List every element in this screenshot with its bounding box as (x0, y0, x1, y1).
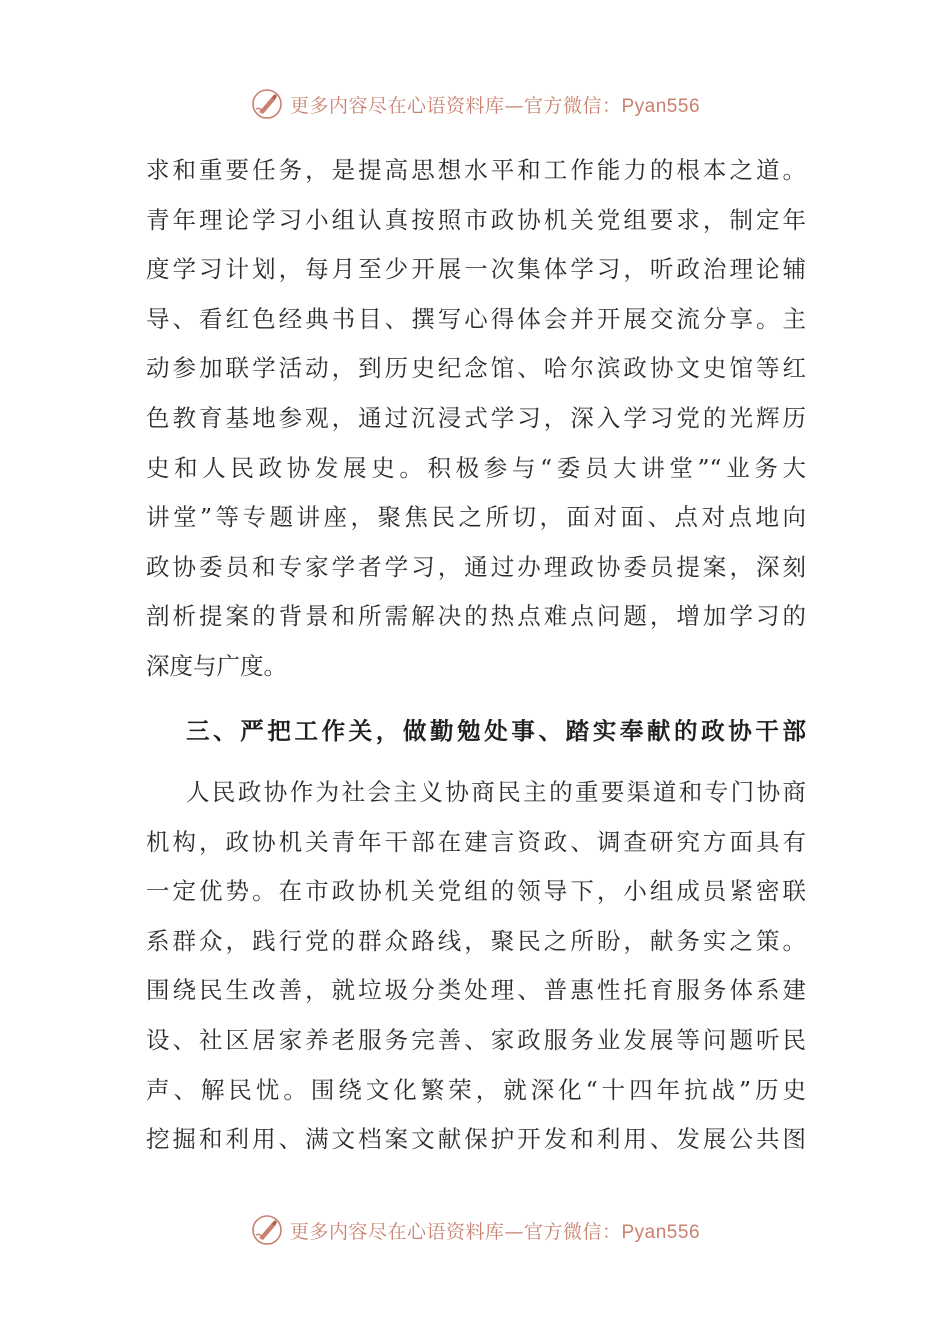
text-line: 导、看红色经典书目、撰写心得体会并开展交流分享。主 (146, 304, 806, 333)
text-line: 度学习计划，每月至少开展一次集体学习，听政治理论辅 (146, 255, 806, 284)
text-line: 讲堂”等专题讲座，聚焦民之所切，面对面、点对点地向 (146, 503, 806, 532)
text-line: 挖掘和利用、满文档案文献保护开发和利用、发展公共图 (146, 1125, 806, 1154)
pen-nib-logo-icon (250, 87, 284, 121)
text-line: 求和重要任务，是提高思想水平和工作能力的根本之道。 (146, 156, 806, 184)
text-line: 一定优势。在市政协机关党组的领导下，小组成员紧密联 (146, 877, 806, 906)
watermark-text: 更多内容尽在心语资料库—官方微信：Pyan556 (289, 1220, 701, 1243)
text-line: 青年理论学习小组认真按照市政协机关党组要求，制定年 (146, 205, 806, 234)
section-heading: 三、严把工作关，做勤勉处事、踏实奉献的政协干部 (186, 717, 806, 745)
text-line: 人民政协作为社会主义协商民主的重要渠道和专门协商 (186, 778, 806, 806)
paragraph-continuation (146, 146, 806, 692)
text-line: 深度与广度。 (146, 651, 287, 680)
text-line: 政协委员和专家学者学习，通过办理政协委员提案，深刻 (146, 552, 806, 581)
text-line: 色教育基地参观，通过沉浸式学习，深入学习党的光辉历 (146, 403, 806, 432)
text-line: 系群众，践行党的群众路线，聚民之所盼，献务实之策。 (146, 926, 806, 955)
text-line: 机构，政协机关青年干部在建言资政、调查研究方面具有 (146, 827, 806, 856)
paragraph-section-three (146, 768, 806, 1165)
watermark-text: 更多内容尽在心语资料库—官方微信：Pyan556 (289, 94, 701, 117)
watermark-footer (0, 1208, 950, 1252)
text-line: 史和人民政协发展史。积极参与“委员大讲堂”“业务大 (146, 453, 806, 482)
watermark-header (0, 82, 950, 126)
text-line: 剖析提案的背景和所需解决的热点难点问题，增加学习的 (146, 602, 806, 631)
pen-nib-logo-icon (250, 1213, 284, 1247)
text-line: 声、解民忧。围绕文化繁荣，就深化“十四年抗战”历史 (146, 1075, 806, 1104)
text-line: 围绕民生改善，就垃圾分类处理、普惠性托育服务体系建 (146, 976, 806, 1005)
text-line: 设、社区居家养老服务完善、家政服务业发展等问题听民 (146, 1025, 806, 1054)
text-line: 动参加联学活动，到历史纪念馆、哈尔滨政协文史馆等红 (146, 354, 806, 383)
